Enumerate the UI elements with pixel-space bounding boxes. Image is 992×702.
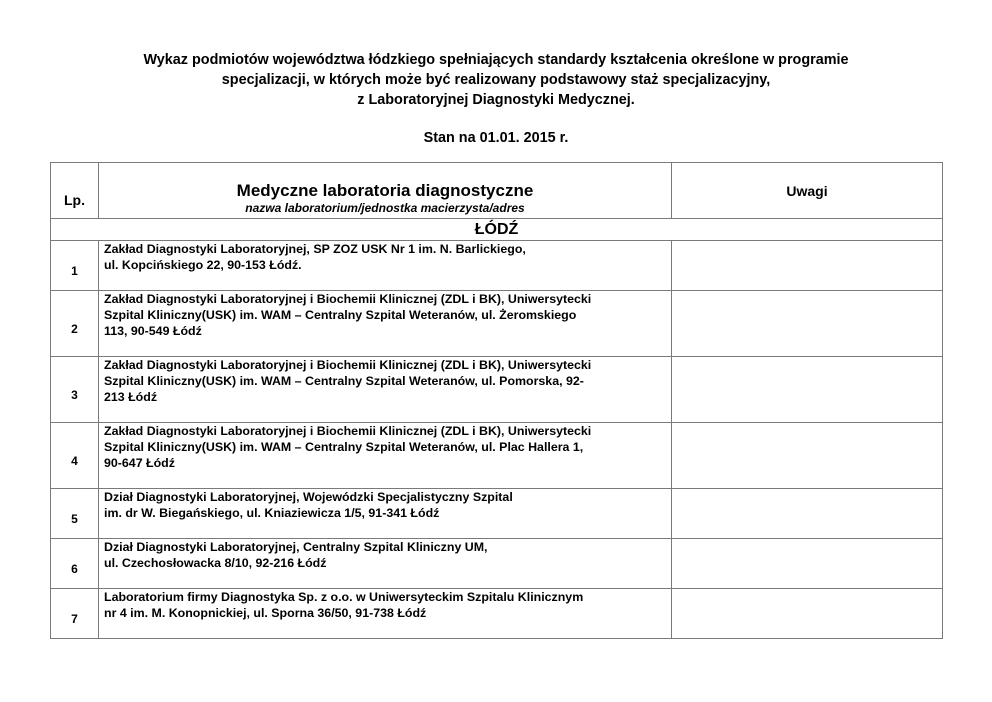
laboratory-name-cell bbox=[99, 291, 672, 357]
table-row bbox=[51, 539, 943, 589]
laboratory-name-cell bbox=[99, 539, 672, 589]
uwagi-cell bbox=[672, 291, 943, 357]
row-number-cell bbox=[51, 539, 99, 589]
table-row bbox=[51, 357, 943, 423]
laboratory-name-line: Laboratorium firmy Diagnostyka Sp. z o.o. w Uniwersyteckim Szpitalu Klinicznym bbox=[104, 590, 584, 604]
laboratory-name-line: 213 Łódź bbox=[104, 390, 158, 404]
laboratory-name-cell bbox=[99, 357, 672, 423]
row-number: 7 bbox=[71, 611, 78, 626]
table-row bbox=[51, 589, 943, 639]
uwagi-cell bbox=[672, 357, 943, 423]
row-number-cell bbox=[51, 241, 99, 291]
city-label: ŁÓDŹ bbox=[51, 219, 943, 241]
laboratory-name-line: 90-647 Łódź bbox=[104, 456, 175, 470]
title-line-2: specjalizacji, w których może być realizowany podstawowy staż specjalizacyjny, bbox=[221, 72, 771, 88]
laboratory-name-line: Zakład Diagnostyki Laboratoryjnej i Biochemii Klinicznej (ZDL i BK), Uniwersytecki bbox=[104, 358, 592, 372]
title-line-1: Wykaz podmiotów województwa łódzkiego spełniających standardy kształcenia określone w programie bbox=[143, 52, 849, 68]
laboratories-table bbox=[50, 162, 943, 639]
header-uwagi-cell bbox=[672, 163, 943, 219]
uwagi-cell bbox=[672, 241, 943, 291]
laboratory-name-line: Zakład Diagnostyki Laboratoryjnej i Biochemii Klinicznej (ZDL i BK), Uniwersytecki bbox=[104, 424, 592, 438]
row-number-cell bbox=[51, 423, 99, 489]
laboratory-name-line: Szpital Kliniczny(USK) im. WAM – Centralny Szpital Weteranów, ul. Pomorska, 92- bbox=[104, 374, 584, 388]
header-lp: Lp. bbox=[64, 191, 85, 208]
row-number-cell bbox=[51, 291, 99, 357]
laboratory-name-cell bbox=[99, 241, 672, 291]
uwagi-cell bbox=[672, 589, 943, 639]
header-name-sub: nazwa laboratorium/jednostka macierzysta/adres bbox=[245, 201, 525, 215]
laboratory-name-line: Dział Diagnostyki Laboratoryjnej, Wojewódzki Specjalistyczny Szpital bbox=[104, 490, 513, 504]
uwagi-cell bbox=[672, 423, 943, 489]
header-uwagi: Uwagi bbox=[786, 183, 828, 199]
table-row bbox=[51, 241, 943, 291]
table-row bbox=[51, 489, 943, 539]
laboratory-name-cell bbox=[99, 589, 672, 639]
uwagi-cell bbox=[672, 539, 943, 589]
header-lp-cell bbox=[51, 163, 99, 219]
row-number-cell bbox=[51, 357, 99, 423]
row-number: 1 bbox=[71, 263, 78, 278]
laboratory-name-cell bbox=[99, 489, 672, 539]
laboratory-name-line: 113, 90-549 Łódź bbox=[104, 324, 202, 338]
laboratory-name-line: nr 4 im. M. Konopnickiej, ul. Sporna 36/50, 91-738 Łódź bbox=[104, 606, 427, 620]
row-number: 4 bbox=[71, 453, 78, 468]
city-row bbox=[51, 219, 943, 241]
laboratory-name-line: ul. Kopcińskiego 22, 90-153 Łódź. bbox=[104, 258, 302, 272]
row-number: 5 bbox=[71, 511, 78, 526]
row-number-cell bbox=[51, 489, 99, 539]
row-number: 2 bbox=[71, 321, 78, 336]
table-header-row bbox=[51, 163, 943, 219]
table-row bbox=[51, 291, 943, 357]
header-name-cell bbox=[99, 163, 672, 219]
laboratory-name-line: Szpital Kliniczny(USK) im. WAM – Centralny Szpital Weteranów, ul. Żeromskiego bbox=[104, 308, 577, 322]
laboratory-name-line: ul. Czechosłowacka 8/10, 92-216 Łódź bbox=[104, 556, 327, 570]
header-name-main: Medyczne laboratoria diagnostyczne bbox=[236, 181, 534, 200]
table-row bbox=[51, 423, 943, 489]
uwagi-cell bbox=[672, 489, 943, 539]
row-number-cell bbox=[51, 589, 99, 639]
laboratory-name-line: Zakład Diagnostyki Laboratoryjnej i Biochemii Klinicznej (ZDL i BK), Uniwersytecki bbox=[104, 292, 592, 306]
laboratory-name-line: im. dr W. Biegańskiego, ul. Kniaziewicza 1/5, 91-341 Łódź bbox=[104, 506, 440, 520]
laboratory-name-line: Szpital Kliniczny(USK) im. WAM – Centralny Szpital Weteranów, ul. Plac Hallera 1, bbox=[104, 440, 584, 454]
status-date: Stan na 01.01. 2015 r. bbox=[423, 130, 569, 146]
laboratory-name-line: Dział Diagnostyki Laboratoryjnej, Centralny Szpital Kliniczny UM, bbox=[104, 540, 488, 554]
laboratory-name-cell bbox=[99, 423, 672, 489]
title-line-3: z Laboratoryjnej Diagnostyki Medycznej. bbox=[357, 92, 635, 108]
row-number: 3 bbox=[71, 387, 78, 402]
laboratory-name-line: Zakład Diagnostyki Laboratoryjnej, SP ZOZ USK Nr 1 im. N. Barlickiego, bbox=[104, 242, 526, 256]
row-number: 6 bbox=[71, 561, 78, 576]
document-title bbox=[0, 50, 992, 110]
